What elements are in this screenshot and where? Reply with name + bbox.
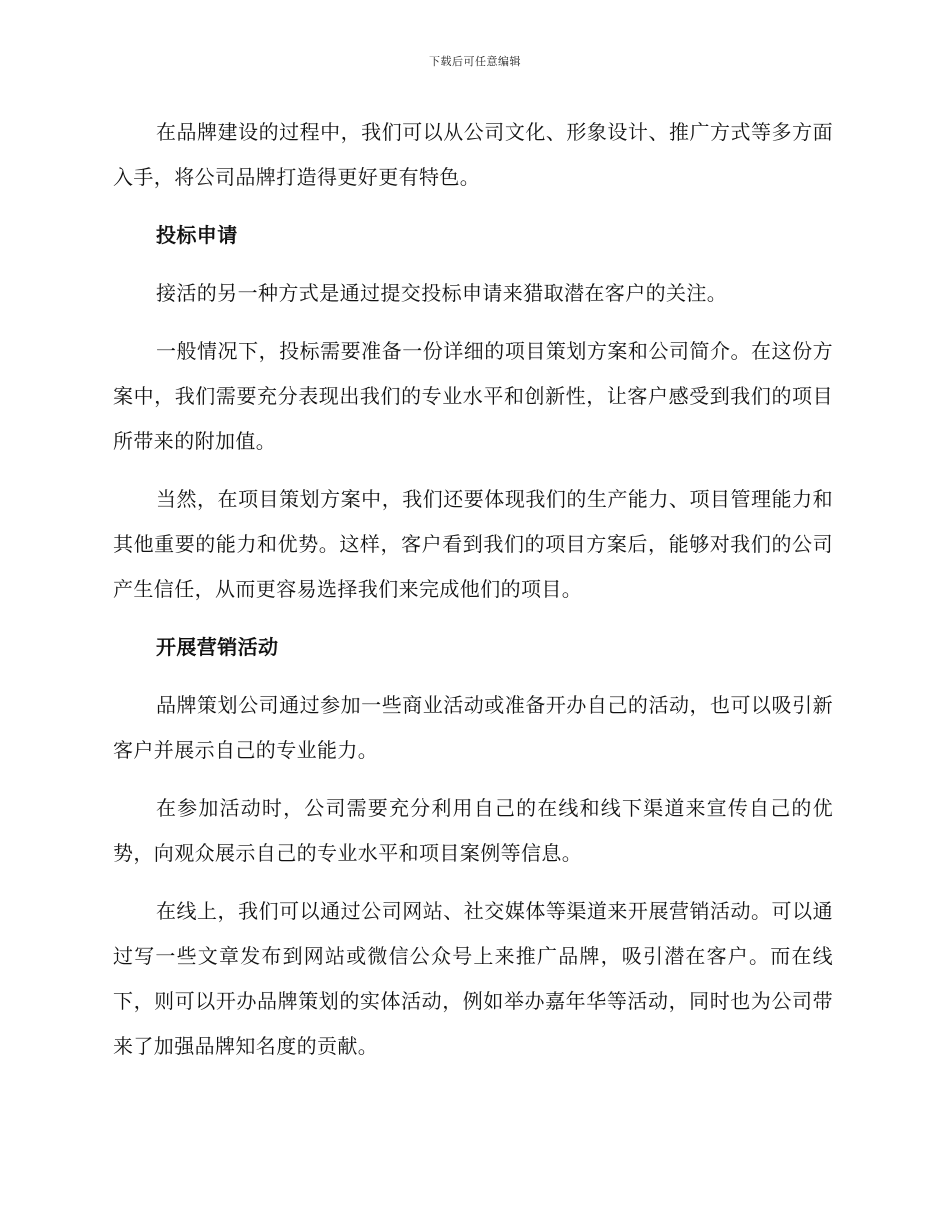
- paragraph-marketing-online-offline: 在线上，我们可以通过公司网站、社交媒体等渠道来开展营销活动。可以通过写一些文章发布到网站或微信公众号上来推广品牌，吸引潜在客户。而在线下，则可以开办品牌策划的实体活动，例如举办嘉年华等活动，同时也为公司带来了加强品牌知名度的贡献。: [113, 899, 833, 1058]
- section-heading-marketing: 开展营销活动: [156, 635, 279, 659]
- paragraph-marketing-events: 品牌策划公司通过参加一些商业活动或准备开办自己的活动，也可以吸引新客户并展示自己的专业能力。: [113, 693, 833, 762]
- document-body: [113, 110, 833, 1082]
- paragraph-bidding-capabilities: 当然，在项目策划方案中，我们还要体现我们的生产能力、项目管理能力和其他重要的能力和优势。这样，客户看到我们的项目方案后，能够对我们的公司产生信任，从而更容易选择我们来完成他们的项目。: [113, 487, 833, 601]
- paragraph-marketing-channels: 在参加活动时，公司需要充分利用自己的在线和线下渠道来宣传自己的优势，向观众展示自己的专业水平和项目案例等信息。: [113, 796, 833, 865]
- section-heading-bidding: 投标申请: [156, 223, 238, 247]
- page-header-note: 下载后可任意编辑: [429, 55, 521, 68]
- paragraph-bidding-intro: 接活的另一种方式是通过提交投标申请来猎取潜在客户的关注。: [156, 281, 728, 305]
- paragraph-brand-building: 在品牌建设的过程中，我们可以从公司文化、形象设计、推广方式等多方面入手，将公司品牌打造得更好更有特色。: [113, 120, 833, 189]
- paragraph-bidding-proposal: 一般情况下，投标需要准备一份详细的项目策划方案和公司简介。在这份方案中，我们需要充分表现出我们的专业水平和创新性，让客户感受到我们的项目所带来的附加值。: [113, 339, 833, 453]
